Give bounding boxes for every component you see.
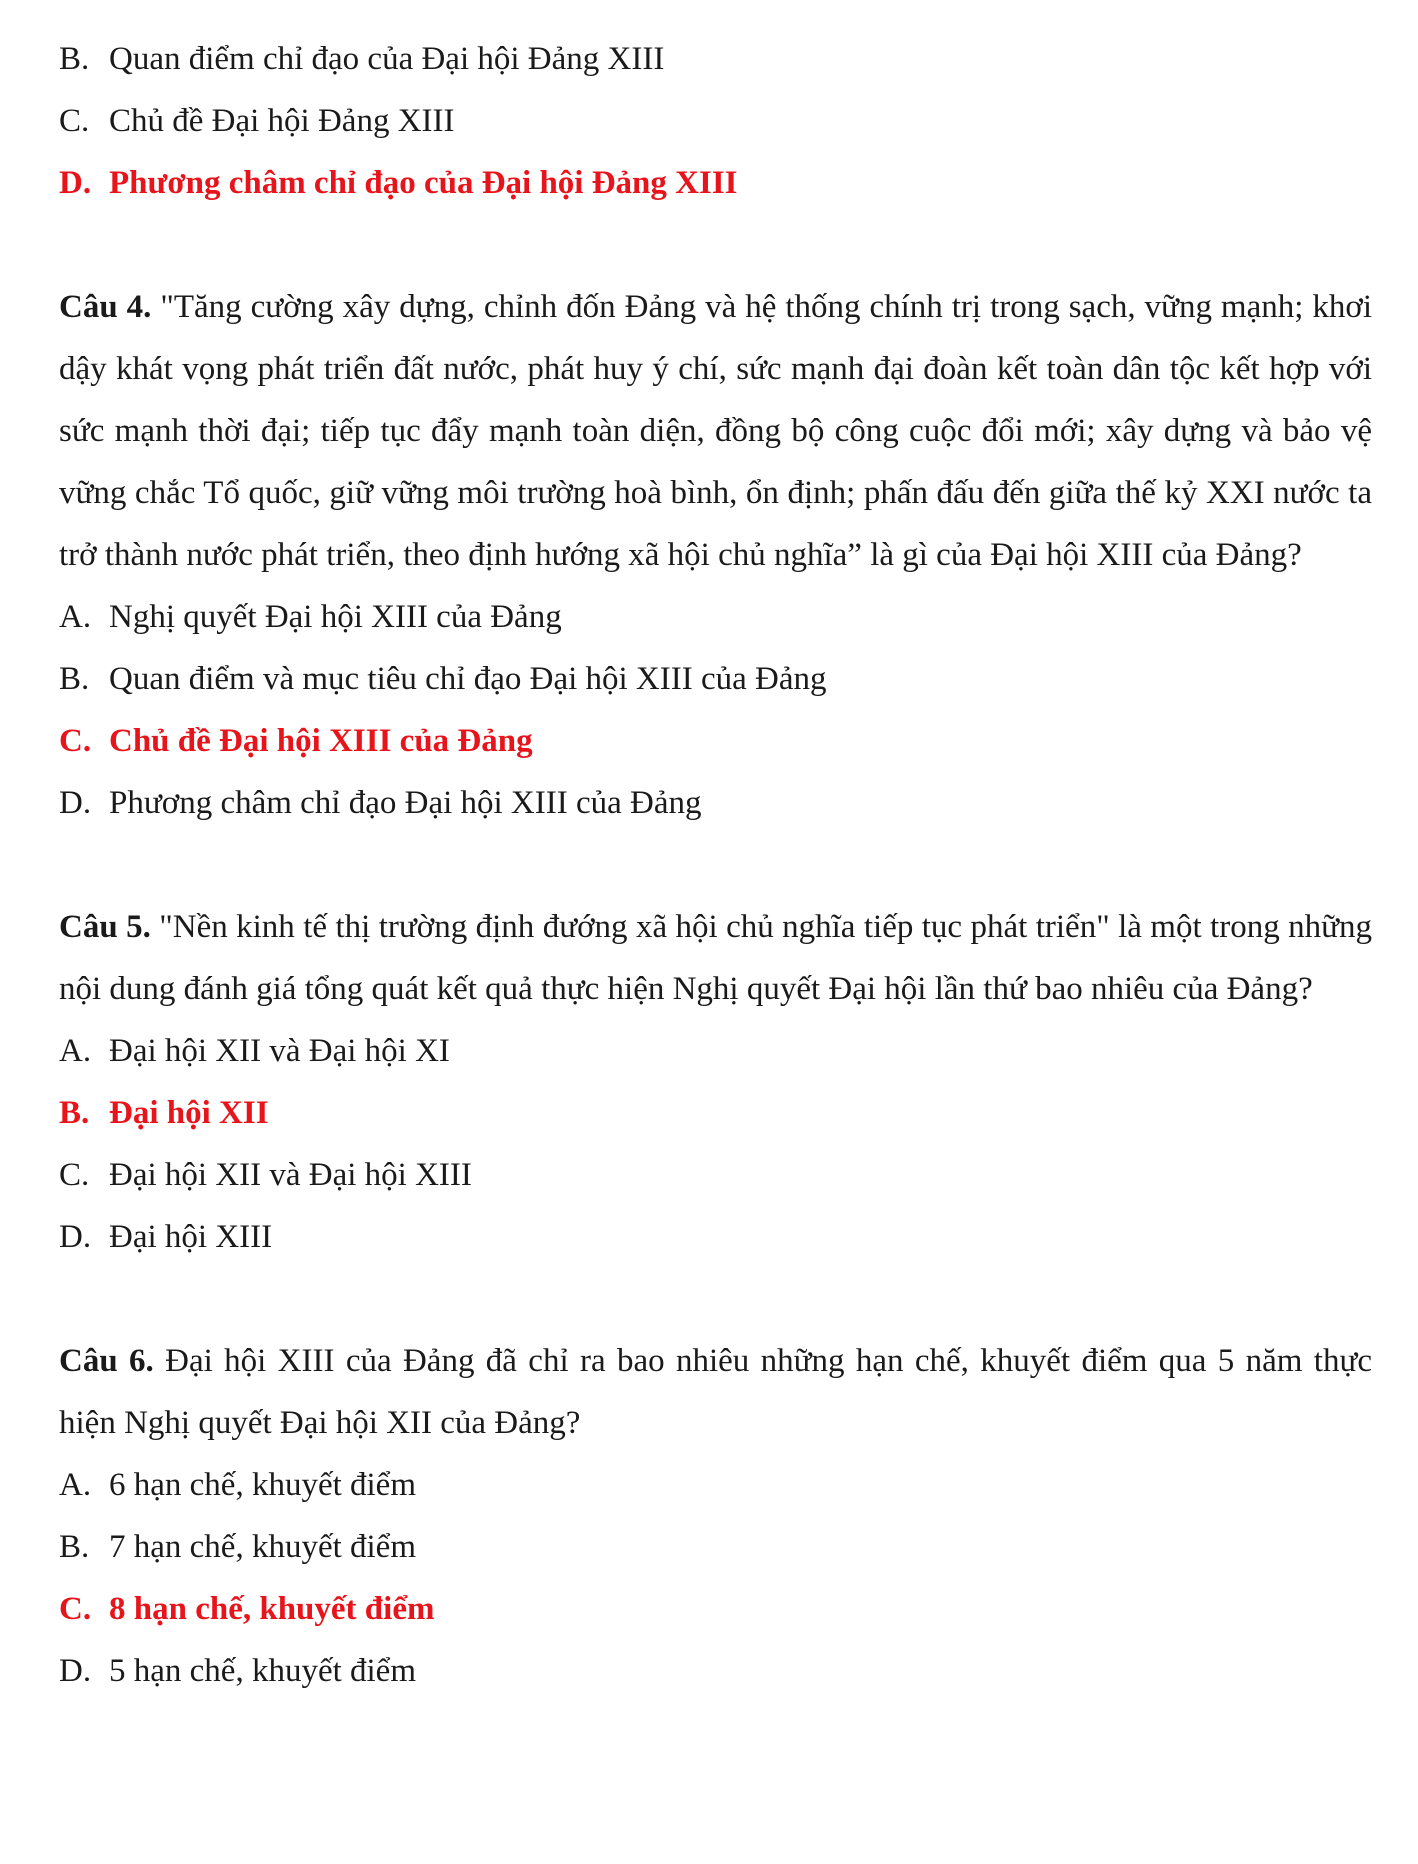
option-text: Đại hội XII: [109, 1095, 269, 1131]
option-letter: B.: [59, 1095, 90, 1131]
option-text: Quan điểm chỉ đạo của Đại hội Đảng XIII: [109, 41, 665, 77]
question-text: "Nền kinh tế thị trường định đướng xã hội chủ nghĩa tiếp tục phát triển" là một trong những nội dung đánh giá tổng quát kết quả thực hiện Nghị quyết Đại hội lần thứ bao nhiêu của Đảng?: [59, 909, 1373, 1007]
option-letter: C.: [59, 723, 92, 759]
question-5-stem: [59, 896, 1372, 1020]
option-text: Quan điểm và mục tiêu chỉ đạo Đại hội XIII của Đảng: [109, 661, 827, 697]
option-letter: D.: [59, 165, 92, 201]
option-letter: A.: [59, 599, 92, 635]
question-3-options: [59, 28, 1372, 214]
option-c-correct: [59, 710, 1372, 772]
option-a: [59, 586, 1372, 648]
option-letter: D.: [59, 785, 92, 821]
question-text: Đại hội XIII của Đảng đã chỉ ra bao nhiêu những hạn chế, khuyết điểm qua 5 năm thực hiện Nghị quyết Đại hội XII của Đảng?: [59, 1343, 1373, 1441]
document-page: [59, 28, 1372, 1702]
option-text: 6 hạn chế, khuyết điểm: [109, 1467, 416, 1503]
option-a: [59, 1454, 1372, 1516]
option-letter: A.: [59, 1467, 92, 1503]
option-text: Đại hội XIII: [109, 1219, 273, 1255]
option-d-correct: [59, 152, 1372, 214]
spacer: [59, 214, 1372, 276]
question-6-stem: [59, 1330, 1372, 1454]
question-6: [59, 1330, 1372, 1702]
option-d: [59, 1206, 1372, 1268]
option-a: [59, 1020, 1372, 1082]
option-text: Phương châm chỉ đạo của Đại hội Đảng XIII: [109, 165, 738, 201]
option-letter: B.: [59, 661, 90, 697]
option-text: Chủ đề Đại hội Đảng XIII: [109, 103, 455, 139]
option-letter: B.: [59, 41, 90, 77]
option-d: [59, 772, 1372, 834]
question-label: Câu 6.: [59, 1343, 154, 1379]
option-letter: C.: [59, 1157, 90, 1193]
option-b: [59, 1516, 1372, 1578]
option-c: [59, 90, 1372, 152]
option-letter: D.: [59, 1653, 92, 1689]
question-label: Câu 4.: [59, 289, 152, 325]
option-text: Đại hội XII và Đại hội XI: [109, 1033, 450, 1069]
option-text: 8 hạn chế, khuyết điểm: [109, 1591, 435, 1627]
question-4-stem: [59, 276, 1372, 586]
question-4: [59, 276, 1372, 834]
question-label: Câu 5.: [59, 909, 151, 945]
option-c: [59, 1144, 1372, 1206]
spacer: [59, 834, 1372, 896]
option-c-correct: [59, 1578, 1372, 1640]
option-b: [59, 648, 1372, 710]
option-letter: C.: [59, 103, 90, 139]
spacer: [59, 1268, 1372, 1330]
option-text: Đại hội XII và Đại hội XIII: [109, 1157, 472, 1193]
option-d: [59, 1640, 1372, 1702]
option-letter: A.: [59, 1033, 92, 1069]
option-text: 7 hạn chế, khuyết điểm: [109, 1529, 416, 1565]
question-5: [59, 896, 1372, 1268]
option-text: Phương châm chỉ đạo Đại hội XIII của Đảng: [109, 785, 702, 821]
option-text: Chủ đề Đại hội XIII của Đảng: [109, 723, 533, 759]
question-text: "Tăng cường xây dựng, chỉnh đốn Đảng và hệ thống chính trị trong sạch, vững mạnh; khơi dậy khát vọng phát triển đất nước, phát huy ý chí, sức mạnh đại đoàn kết toàn dân tộc kết hợp với sức mạnh thời đại; tiếp tục đẩy mạnh toàn diện, đồng bộ công cuộc đổi mới; xây dựng và bảo vệ vững chắc Tổ quốc, giữ vững môi trường hoà bình, ổn định; phấn đấu đến giữa thế kỷ XXI nước ta trở thành nước phát triển, theo định hướng xã hội chủ nghĩa” là gì của Đại hội XIII của Đảng?: [59, 289, 1373, 573]
option-letter: C.: [59, 1591, 92, 1627]
option-text: Nghị quyết Đại hội XIII của Đảng: [109, 599, 562, 635]
option-text: 5 hạn chế, khuyết điểm: [109, 1653, 416, 1689]
option-letter: B.: [59, 1529, 90, 1565]
option-b-correct: [59, 1082, 1372, 1144]
option-letter: D.: [59, 1219, 92, 1255]
option-b: [59, 28, 1372, 90]
